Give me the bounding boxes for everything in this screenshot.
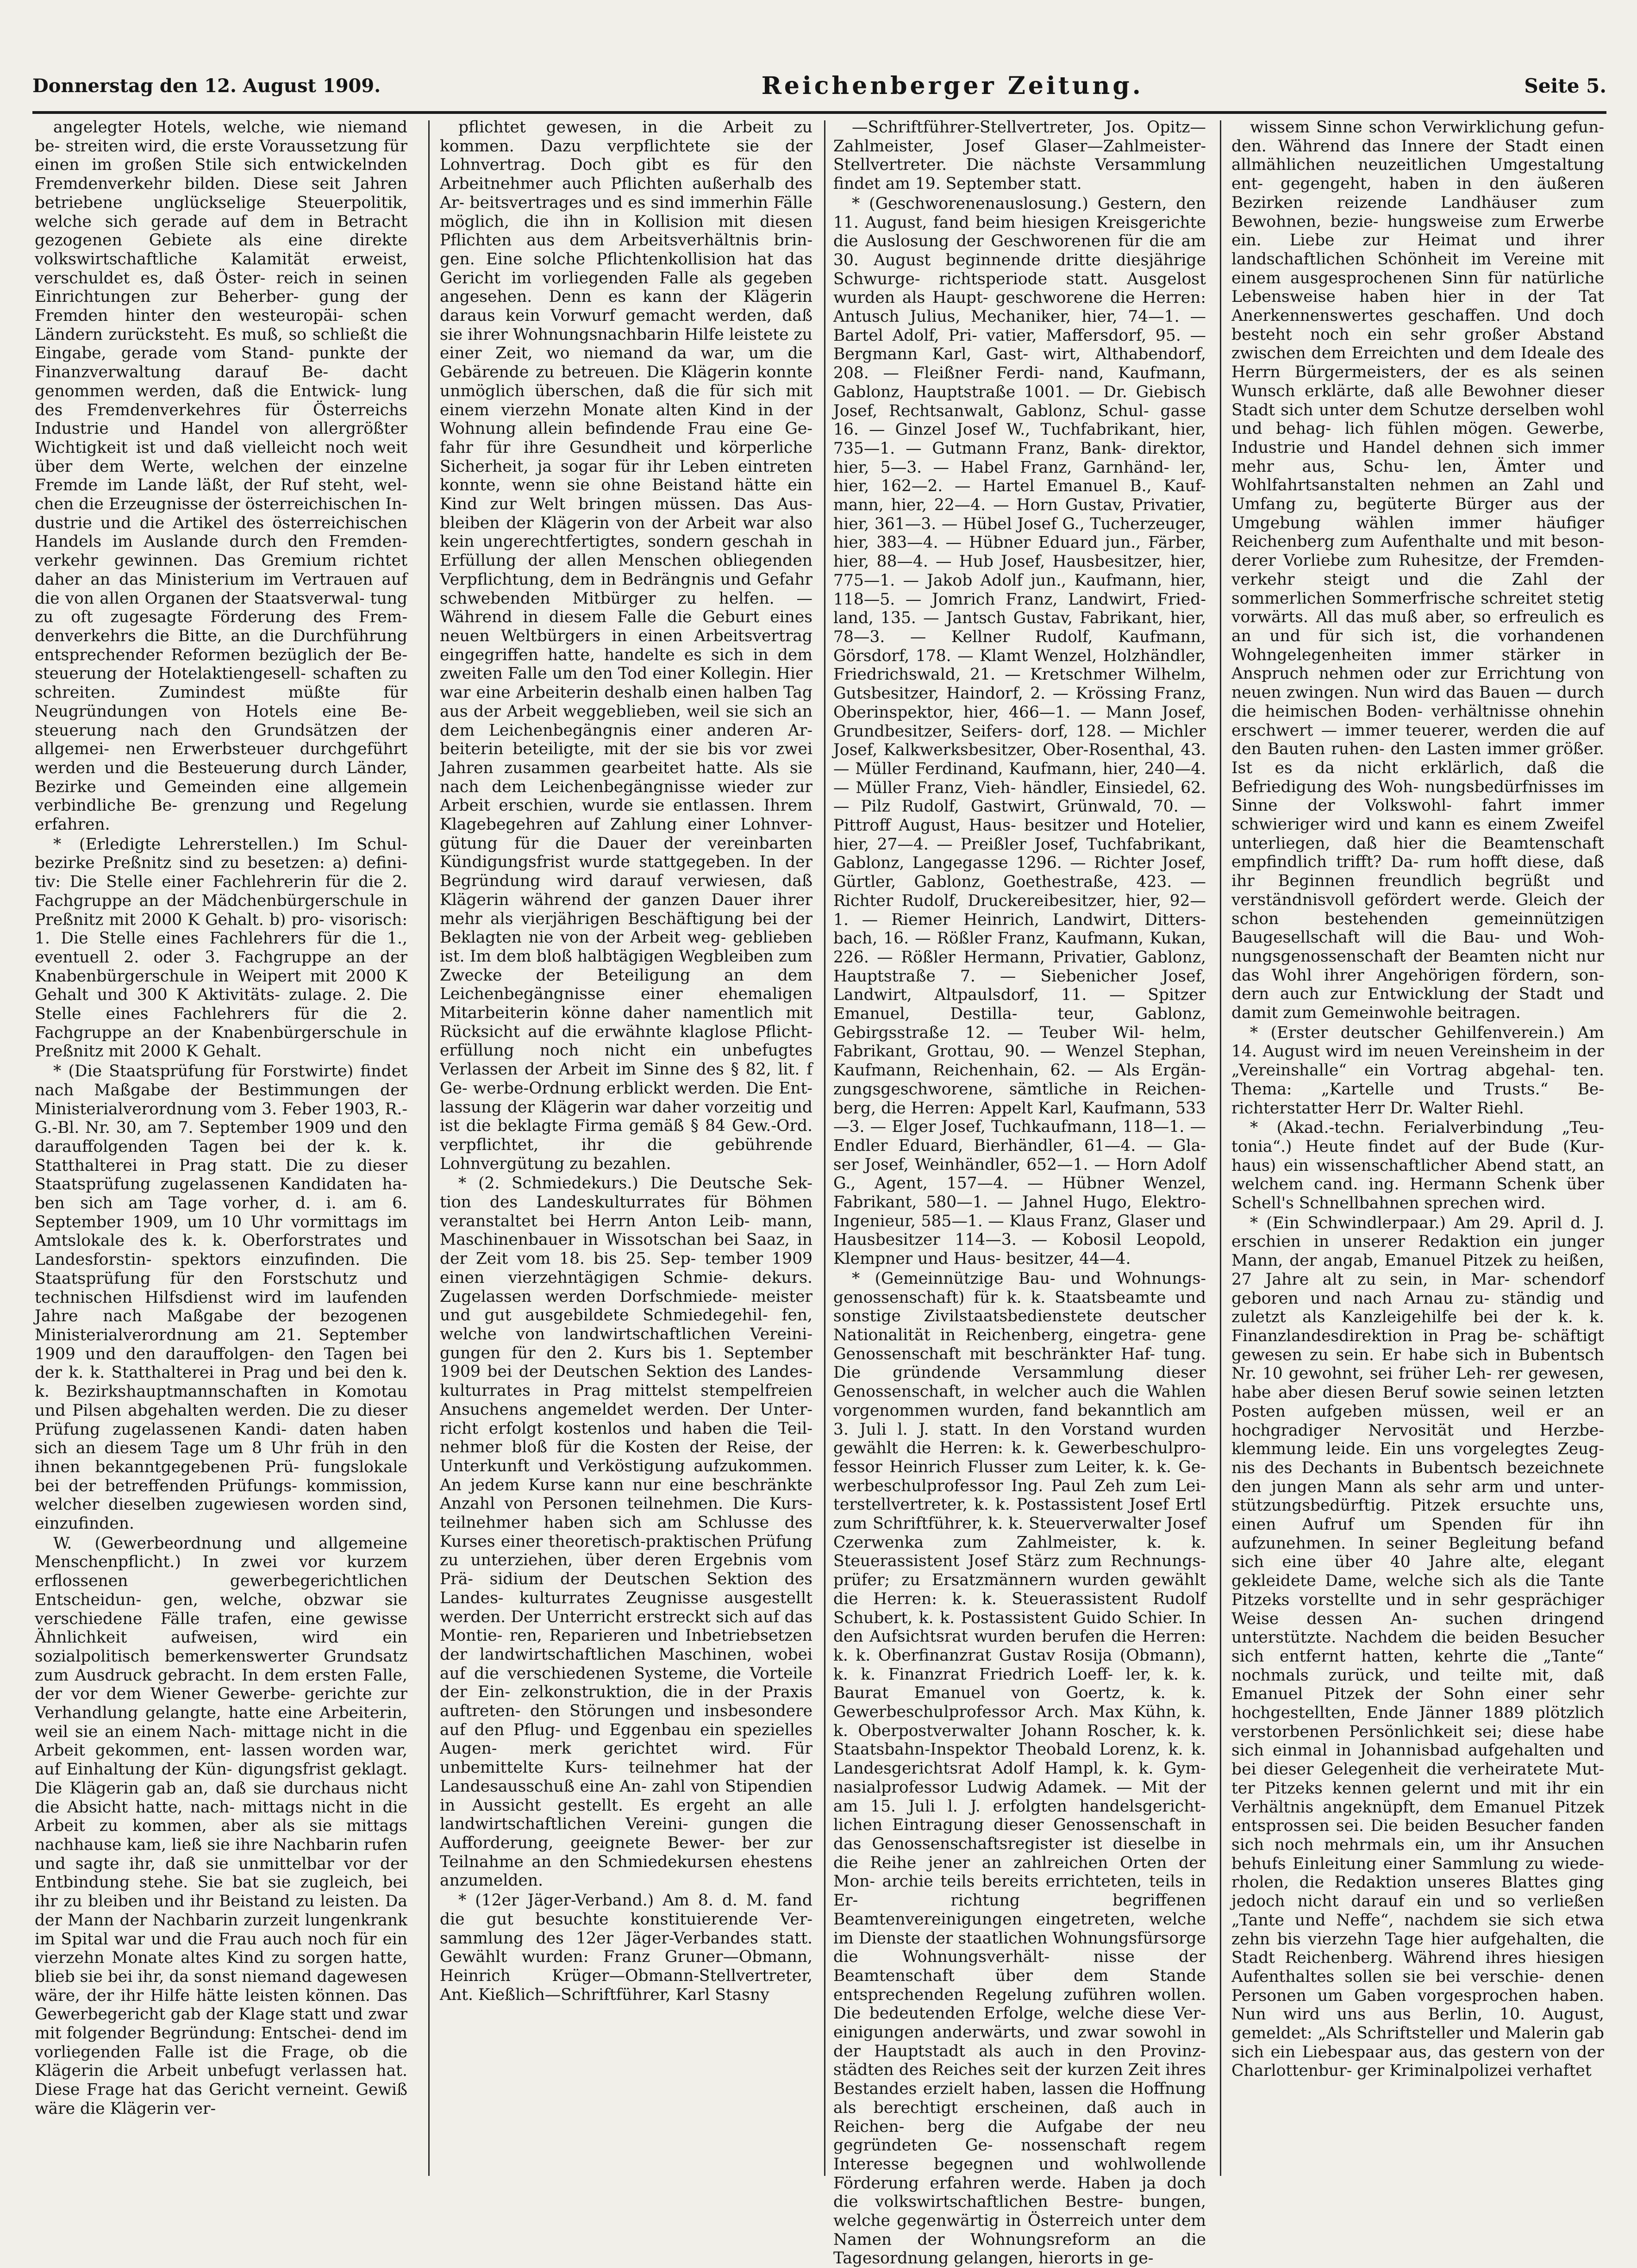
article-paragraph: * (12er Jäger-Verband.) Am 8. d. M. fand die gut besuchte konstituierende Ver- sammlung des 12er Jäger-Verbandes statt. Gewählt wurden: Franz Gruner—Obmann, Heinrich Krüger—Obmann-Stellvertreter, Ant. Kießlich—Schriftführer, Karl Stasny <box>440 1891 812 2004</box>
article-paragraph: pflichtet gewesen, in die Arbeit zu kommen. Dazu verpflichtete sie der Lohnvertrag. Doch gibt es für den Arbeitnehmer auch Pflichten außerhalb des Ar- beitsvertrages und es sind immerhin Fälle möglich, die ihn in Kollision mit diesen Pflichten aus dem Arbeitsverhältnis brin- gen. Eine solche Pflichtenkollision hat das Gericht im vorliegenden Falle als gegeben angesehen. Denn es kann der Klägerin daraus kein Vorwurf gemacht werden, daß sie ihrer Wohnungsnachbarin Hilfe leistete zu einer Zeit, wo niemand da war, um die Gebärende zu betreuen. Die Klägerin konnte unmöglich überschen, daß die für sich mit einem vierzehn Monate alten Kind in der Wohnung allein befindende Frau eine Ge- fahr für ihre Gesundheit und körperliche Sicherheit, ja sogar für ihr Leben eintreten konnte, wenn sie ohne Beistand hätte ein Kind zur Welt bringen müssen. Das Aus- bleiben der Klägerin von der Arbeit war also kein ungerechtfertigtes, sondern geschah in Erfüllung der allen Menschen obliegenden Verpflichtung, dem in Bedrängnis und Gefahr schwebenden Mitbürger zu helfen. — Während in diesem Falle die Geburt eines neuen Weltbürgers in einen Arbeitsvertrag eingegriffen hatte, handelte es sich in dem zweiten Falle um den Tod einer Kollegin. Hier war eine Arbeiterin deshalb einen halben Tag aus der Arbeit weggeblieben, weil sie sich an dem Leichenbegängnis einer anderen Ar- beiterin beteiligte, mit der sie bis vor zwei Jahren zusammen gearbeitet hatte. Als sie nach dem Leichenbegängnisse wieder zur Arbeit erschien, wurde sie entlassen. Ihrem Klagebegehren auf Zahlung einer Lohnver- gütung für die Dauer der vereinbarten Kündigungsfrist wurde stattgegeben. In der Begründung wird darauf verwiesen, daß Klägerin während der ganzen Dauer ihrer mehr als vierjährigen Beschäftigung bei der Beklagten nie von der Arbeit weg- geblieben ist. Im dem bloß halbtägigen Wegbleiben zum Zwecke der Beteiligung an dem Leichenbegängnisse einer ehemaligen Mitarbeiterin könne daher namentlich mit Rücksicht auf die erwähnte klaglose Pflicht- erfüllung noch nicht ein unbefugtes Verlassen der Arbeit im Sinne des § 82, lit. f Ge- werbe-Ordnung erblickt werden. Die Ent- lassung der Klägerin war daher vorzeitig und ist die beklagte Firma gemäß § 84 Gew.-Ord. verpflichtet, ihr die gebührende Lohnvergütung zu bezahlen. <box>440 118 812 1173</box>
article-paragraph: wissem Sinne schon Verwirklichung gefun- den. Während das Innere der Stadt einen allmählichen neuzeitlichen Umgestaltung ent- gegengeht, haben in den äußeren Bezirken reizende Landhäuser zum Bewohnen, bezie- hungsweise zum Erwerbe ein. Liebe zur Heimat und ihrer landschaftlichen Schönheit im Vereine mit einem ausgesprochenen Sinn für natürliche Lebensweise haben hier in der Tat Anerkennenswertes geschaffen. Und doch besteht noch ein sehr großer Abstand zwischen dem Erreichten und dem Ideale des Herrn Bürgermeisters, der es als seinen Wunsch erklärte, daß alle Bewohner dieser Stadt sich unter dem Schutze derselben wohl und behag- lich fühlen mögen. Gewerbe, Industrie und Handel dehnen sich immer mehr aus, Schu- len, Ämter und Wohlfahrtsanstalten nehmen an Zahl und Umfang zu, begüterte Bürger aus der Umgebung wählen immer häufiger Reichenberg zum Aufenthalte und mit beson- derer Vorliebe zum Ruhesitze, der Fremden- verkehr steigt und die Zahl der sommerlichen Sommerfrische schreitet stetig vorwärts. All das muß aber, so erfreulich es an und für sich ist, die vorhandenen Wohngelegenheiten immer stärker in Anspruch nehmen oder zur Errichtung von neuen zwingen. Nun wird das Bauen — durch die heimischen Boden- verhältnisse ohnehin erschwert — immer teuerer, werden die auf den Bauten ruhen- den Lasten immer größer. Ist es da nicht erklärlich, daß die Befriedigung des Woh- nungsbedürfnisses im Sinne der Volkswohl- fahrt immer schwieriger wird und kann es einem Zweifel unterliegen, daß hier die Beamtenschaft empfindlich trifft? Da- rum hofft diese, daß ihr Beginnen freundlich begrüßt und verständnisvoll gefördert werde. Gleich der schon bestehenden gemeinnützigen Baugesellschaft will die Bau- und Woh- nungsgenossenschaft der Beamten nicht nur das Wohl ihrer Angehörigen fördern, son- dern auch zur Entwicklung der Stadt und damit zum Gemeinwohle beitragen. <box>1231 118 1604 1023</box>
column-3 <box>833 118 1206 2268</box>
column-divider <box>428 120 430 2176</box>
article-paragraph: * (Die Staatsprüfung für Forstwirte) findet nach Maßgabe der Bestimmungen der Ministerialverordnung vom 3. Feber 1903, R.-G.-Bl. Nr. 30, am 7. September 1909 und den darauffolgenden Tagen bei der k. k. Statthalterei in Prag statt. Die zu dieser Staatsprüfung zugelassenen Kandidaten ha- ben sich am Tage vorher, d. i. am 6. September 1909, um 10 Uhr vormittags im Amtslokale des k. k. Oberforstrates und Landesforstin- spektors einzufinden. Die Staatsprüfung für den Forstschutz und technischen Hilfsdienst wird im laufenden Jahre nach Maßgabe der bezogenen Ministerialverordnung am 21. September 1909 und den darauffolgen- den Tagen bei der k. k. Statthalterei in Prag und bei den k. k. Bezirkshauptmannschaften in Komotau und Pilsen abgehalten werden. Die zu dieser Prüfung zugelassenen Kandi- daten haben sich an diesem Tage um 8 Uhr früh in den ihnen bekanntgegebenen Prü- fungslokale bei der betreffenden Prüfungs- kommission, welcher dieselben zugewiesen worden sind, einzufinden. <box>35 1062 407 1533</box>
column-2 <box>440 118 812 2187</box>
issue-date: Donnerstag den 12. August 1909. <box>32 75 381 97</box>
column-divider <box>824 120 825 2176</box>
page-number: Seite 5. <box>1524 74 1606 97</box>
article-paragraph: angelegter Hotels, welche, wie niemand be- streiten wird, die erste Voraussetzung für einen im großen Stile sich entwickelnden Fremdenverkehr bilden. Diese seit Jahren betriebene unglückselige Steuerpolitik, welche sich gerade auf dem in Betracht gezogenen Gebiete als eine direkte volkswirtschaftliche Kalamität erweist, verschuldet es, daß Öster- reich in seinen Einrichtungen zur Beherber- gung der Fremden hinter den westeuropäi- schen Ländern zurücksteht. Es muß, so schließt die Eingabe, gerade vom Stand- punkte der Finanzverwaltung darauf Be- dacht genommen werden, daß die Entwick- lung des Fremdenverkehres für Österreichs Industrie und Handel von allergrößter Wichtigkeit ist und daß vielleicht noch weit über dem Werte, welchen der einzelne Fremde im Lande läßt, der Ruf steht, wel- chen die Erzeugnisse der österreichischen In- dustrie und die Artikel des österreichischen Handels im Auslande durch den Fremden- verkehr gewinnen. Das Gremium richtet daher an das Ministerium im Vertrauen auf die von allen Organen der Staatsverwal- tung zu oft zugesagte Förderung des Frem- denverkehrs die Bitte, an die Durchführung entsprechender Reformen bezüglich der Be- steuerung der Hotelaktiengesell- schaften zu schreiten. Zumindest müßte für Neugründungen von Hotels eine Be- steuerung nach den Grundsätzen der allgemei- nen Erwerbsteuer durchgeführt werden und die Besteuerung durch Länder, Bezirke und Gemeinden eine allgemein verbindliche Be- grenzung und Regelung erfahren. <box>35 118 407 834</box>
page-header <box>32 60 1606 111</box>
article-paragraph: —Schriftführer-Stellvertreter, Jos. Opitz— Zahlmeister, Josef Glaser—Zahlmeister- Stellvertreter. Die nächste Versammlung findet am 19. September statt. <box>833 118 1206 194</box>
article-paragraph: * (Erledigte Lehrerstellen.) Im Schul- bezirke Preßnitz sind zu besetzen: a) defini- tiv: Die Stelle einer Fachlehrerin für die 2. Fachgruppe an der Mädchenbürgerschule in Preßnitz mit 2000 K Gehalt. b) pro- visorisch: 1. Die Stelle eines Fachlehrers für die 1., eventuell 2. oder 3. Fachgruppe an der Knabenbürgerschule in Weipert mit 2000 K Gehalt und 300 K Aktivitäts- zulage. 2. Die Stelle eines Fachlehrers für die 2. Fachgruppe an der Knabenbürgerschule in Preßnitz mit 2000 K Gehalt. <box>35 835 407 1061</box>
column-divider <box>1220 120 1221 2176</box>
article-paragraph: * (Ein Schwindlerpaar.) Am 29. April d. J. erschien in unserer Redaktion ein junger Mann, der angab, Emanuel Pitzek zu heißen, 27 Jahre alt zu sein, in Mar- schendorf geboren und nach Arnau zu- ständig und zuletzt als Kanzleigehilfe bei der k. k. Finanzlandesdirektion in Prag be- schäftigt gewesen zu sein. Er habe sich in Bubentsch Nr. 10 gewohnt, sei früher Leh- rer gewesen, habe aber diesen Beruf sowie seinen letzten Posten aufgeben müssen, weil er an hochgradiger Nervosität und Herzbe- klemmung leide. Ein uns vorgelegtes Zeug- nis des Dechants in Bubentsch bezeichnete den jungen Mann als sehr arm und unter- stützungsbedürftig. Pitzek ersuchte uns, einen Aufruf um Spenden für ihn aufzunehmen. In seiner Begleitung befand sich eine über 40 Jahre alte, elegant gekleidete Dame, welche sich als die Tante Pitzeks vorstellte und in sehr gesprächiger Weise dessen An- suchen dringend unterstützte. Nachdem die beiden Besucher sich entfernt hatten, kehrte die „Tante“ nochmals zurück, und teilte mit, daß Emanuel Pitzek der Sohn einer sehr hochgestellten, Ende Jänner 1889 plötzlich verstorbenen Persönlichkeit sei; diese habe sich einmal in Johannisbad aufgehalten und bei dieser Gelegenheit die verheiratete Mut- ter Pitzeks kennen gelernt und mit ihr ein Verhältnis angeknüpft, dem Emanuel Pitzek entsprossen sei. Die beiden Besucher fanden sich noch mehrmals ein, um ihr Ansuchen behufs Einleitung einer Sammlung zu wiede- rholen, die Redaktion unseres Blattes ging jedoch nicht darauf ein und so verließen „Tante und Neffe“, nachdem sie sich etwa zehn bis vierzehn Tage hier aufgehalten, die Stadt Reichenberg. Während ihres hiesigen Aufenthaltes sollen sie bei verschie- denen Personen um Gaben vorgesprochen haben. Nun wird uns aus Berlin, 10. August, gemeldet: „Als Schriftsteller und Malerin gab sich ein Liebespaar aus, das gestern von der Charlottenbur- ger Kriminalpolizei verhaftet <box>1231 1213 1604 2081</box>
column-1 <box>35 118 407 2187</box>
header-rule <box>32 111 1606 114</box>
article-paragraph: W. (Gewerbeordnung und allgemeine Menschenpflicht.) In zwei vor kurzem erflossenen gewerbegerichtlichen Entscheidun- gen, welche, obzwar sie verschiedene Fälle trafen, eine gewisse Ähnlichkeit aufweisen, wird ein sozialpolitisch bemerkenswerter Grundsatz zum Ausdruck gebracht. In dem ersten Falle, der vor dem Wiener Gewerbe- gerichte zur Verhandlung gelangte, hatte eine Arbeiterin, weil sie an einem Nach- mittage nicht in die Arbeit gekommen, ent- lassen worden war, auf Einhaltung der Kün- digungsfrist geklagt. Die Klägerin gab an, daß sie durchaus nicht die Absicht hatte, nach- mittags nicht in die Arbeit zu kommen, aber als sie mittags nachhause kam, ließ sie ihre Nachbarin rufen und sagte ihr, daß sie unmittelbar vor der Entbindung stehe. Sie bat sie zugleich, bei ihr zu bleiben und ihr Beistand zu leisten. Da der Mann der Nachbarin zurzeit lungenkrank im Spital war und die Frau auch noch für ein vierzehn Monate altes Kind zu sorgen hatte, blieb sie bei ihr, da sonst niemand dagewesen wäre, der ihr Hilfe hätte leisten können. Das Gewerbegericht gab der Klage statt und zwar mit folgender Begründung: Entschei- dend im vorliegenden Falle ist die Frage, ob die Klägerin die Arbeit unbefugt verlassen hat. Diese Frage hat das Gericht verneint. Gewiß wäre die Klägerin ver- <box>35 1534 407 2118</box>
masthead-title: Reichenberger Zeitung. <box>761 71 1143 100</box>
article-paragraph: * (Erster deutscher Gehilfenverein.) Am 14. August wird im neuen Vereinsheim in der „Vereinshalle“ ein Vortrag abgehal- ten. Thema: „Kartelle und Trusts.“ Be- richterstatter Herr Dr. Walter Riehl. <box>1231 1023 1604 1118</box>
article-paragraph: * (Gemeinnützige Bau- und Wohnungs- genossenschaft) für k. k. Staatsbeamte und sonstige Zivilstaatsbedienstete deutscher Nationalität in Reichenberg, eingetra- gene Genossenschaft mit beschränkter Haf- tung. Die gründende Versammlung dieser Genossenschaft, in welcher auch die Wahlen vorgenommen wurden, fand bekanntlich am 3. Juli l. J. statt. In den Vorstand wurden gewählt die Herren: k. k. Gewerbeschulpro- fessor Heinrich Flusser zum Leiter, k. k. Ge- werbeschulprofessor Ing. Paul Zeh zum Lei- terstellvertreter, k. k. Postassistent Josef Ertl zum Schriftführer, k. k. Steuerverwalter Josef Czerwenka zum Zahlmeister, k. k. Steuerassistent Josef Stärz zum Rechnungs- prüfer; zu Ersatzmännern wurden gewählt die Herren: k. k. Steuerassistent Rudolf Schubert, k. k. Postassistent Guido Schier. In den Aufsichtsrat wurden berufen die Herren: k. k. Oberfinanzrat Gustav Rosija (Obmann), k. k. Finanzrat Friedrich Loeff- ler, k. k. Baurat Emanuel von Goertz, k. k. Gewerbeschulprofessor Arch. Max Kühn, k. k. Oberpostverwalter Johann Roscher, k. k. Staatsbahn-Inspektor Theobald Lorenz, k. k. Landesgerichtsrat Adolf Hampl, k. k. Gym- nasialprofessor Ludwig Adamek. — Mit der am 15. Juli l. J. erfolgten handelsgericht- lichen Eintragung dieser Genossenschaft in das Genossenschaftsregister ist dieselbe in die Reihe jener an zahlreichen Orten der Mon- archie teils bereits errichteten, teils in Er- richtung begriffenen Beamtenvereinigungen eingetreten, welche im Dienste der staatlichen Wohnungsfürsorge die Wohnungsverhält- nisse der Beamtenschaft über dem Stande entsprechenden Regelung zuführen wollen. Die bedeutenden Erfolge, welche diese Ver- einigungen anderwärts, und zwar sowohl in der Hauptstadt als auch in den Provinz- städten des Reiches seit der kurzen Zeit ihres Bestandes erzielt haben, lassen die Hoffnung als berechtigt erscheinen, daß auch in Reichen- berg die Aufgabe der neu gegründeten Ge- nossenschaft regem Interesse begegnen und wohlwollende Förderung erfahren werde. Haben ja doch die volkswirtschaftlichen Bestre- bungen, welche gegenwärtig in Österreich unter dem Namen der Wohnungsreform an die Tagesordnung gelangen, hierorts in ge- <box>833 1269 1206 2268</box>
article-paragraph: * (Akad.-techn. Ferialverbindung „Teu- tonia“.) Heute findet auf der Bude (Kur- haus) ein wissenschaftlicher Abend statt, an welchem cand. ing. Hermann Schenk über Schell's Schnellbahnen sprechen wird. <box>1231 1118 1604 1213</box>
column-4 <box>1231 118 1604 2187</box>
article-paragraph: * (2. Schmiedekurs.) Die Deutsche Sek- tion des Landeskulturrates für Böhmen veranstaltet bei Herrn Anton Leib- mann, Maschinenbauer in Wissotschan bei Saaz, in der Zeit vom 18. bis 25. Sep- tember 1909 einen vierzehntägigen Schmie- dekurs. Zugelassen werden Dorfschmiede- meister und gut ausgebildete Schmiedegehil- fen, welche von landwirtschaftlichen Vereini- gungen für den 2. Kurs bis 1. September 1909 bei der Deutschen Sektion des Landes- kulturrates in Prag mittelst stempelfreien Ansuchens angemeldet werden. Der Unter- richt erfolgt kostenlos und haben die Teil- nehmer bloß für die Kosten der Reise, der Unterkunft und Verköstigung aufzukommen. An jedem Kurse kann nur eine beschränkte Anzahl von Personen teilnehmen. Die Kurs- teilnehmer haben sich am Schlusse des Kurses einer theoretisch-praktischen Prüfung zu unterziehen, über deren Ergebnis vom Prä- sidium der Deutschen Sektion des Landes- kulturrates Zeugnisse ausgestellt werden. Der Unterricht erstreckt sich auf das Montie- ren, Reparieren und Inbetriebsetzen der landwirtschaftlichen Maschinen, wobei auf die verschiedenen Systeme, die Vorteile der Ein- zelkonstruktion, die in der Praxis auftreten- den Störungen und insbesondere auf den Pflug- und Eggenbau ein spezielles Augen- merk gerichtet wird. Für unbemittelte Kurs- teilnehmer hat der Landesausschuß eine An- zahl von Stipendien in Aussicht gestellt. Es ergeht an alle landwirtschaftlichen Vereini- gungen die Aufforderung, geeignete Bewer- ber zur Teilnahme an den Schmiedekursen ehestens anzumelden. <box>440 1174 812 1890</box>
article-paragraph: * (Geschworenenauslosung.) Gestern, den 11. August, fand beim hiesigen Kreisgerichte die Auslosung der Geschworenen für die am 30. August beginnende dritte diesjährige Schwurge- richtsperiode statt. Ausgelost wurden als Haupt- geschworene die Herren: Antusch Julius, Mechaniker, hier, 74—1. — Bartel Adolf, Pri- vatier, Maffersdorf, 95. — Bergmann Karl, Gast- wirt, Althabendorf, 208. — Fleißner Ferdi- nand, Kaufmann, Gablonz, Hauptstraße 1001. — Dr. Giebisch Josef, Rechtsanwalt, Gablonz, Schul- gasse 16. — Ginzel Josef W., Tuchfabrikant, hier, 735—1. — Gutmann Franz, Bank- direktor, hier, 5—3. — Habel Franz, Garnhänd- ler, hier, 162—2. — Hartel Emanuel B., Kauf- mann, hier, 22—4. — Horn Gustav, Privatier, hier, 361—3. — Hübel Josef G., Tucherzeuger, hier, 383—4. — Hübner Eduard jun., Färber, hier, 88—4. — Hub Josef, Hausbesitzer, hier, 775—1. — Jakob Adolf jun., Kaufmann, hier, 118—5. — Jomrich Franz, Landwirt, Fried- land, 135. — Jantsch Gustav, Fabrikant, hier, 78—3. — Kellner Rudolf, Kaufmann, Görsdorf, 178. — Klamt Wenzel, Holzhändler, Friedrichswald, 21. — Kretschmer Wilhelm, Gutsbesitzer, Haindorf, 2. — Krössing Franz, Oberinspektor, hier, 466—1. — Mann Josef, Grundbesitzer, Seifers- dorf, 128. — Michler Josef, Kalkwerksbesitzer, Ober-Rosenthal, 43. — Müller Ferdinand, Kaufmann, hier, 240—4. — Müller Franz, Vieh- händler, Einsiedel, 62. — Pilz Rudolf, Gastwirt, Grünwald, 70. — Pittroff August, Haus- besitzer und Hotelier, hier, 27—4. — Preißler Josef, Tuchfabrikant, Gablonz, Langegasse 1296. — Richter Josef, Gürtler, Gablonz, Goethestraße, 423. — Richter Rudolf, Druckereibesitzer, hier, 92—1. — Riemer Heinrich, Landwirt, Ditters- bach, 16. — Rößler Franz, Kaufmann, Kukan, 226. — Rößler Hermann, Privatier, Gablonz, Hauptstraße 7. — Siebenicher Josef, Landwirt, Altpaulsdorf, 11. — Spitzer Emanuel, Destilla- teur, Gablonz, Gebirgsstraße 12. — Teuber Wil- helm, Fabrikant, Grottau, 90. — Wenzel Stephan, Kaufmann, Reichenhain, 62. — Als Ergän- zungsgeschworene, sämtliche in Reichen- berg, die Herren: Appelt Karl, Kaufmann, 533—3. — Elger Josef, Tuchkaufmann, 118—1. — Endler Eduard, Bierhändler, 61—4. — Gla- ser Josef, Weinhändler, 652—1. — Horn Adolf G., Agent, 157—4. — Hübner Wenzel, Fabrikant, 580—1. — Jahnel Hugo, Elektro-Ingenieur, 585—1. — Klaus Franz, Glaser und Hausbesitzer 114—3. — Kobosil Leopold, Klempner und Haus- besitzer, 44—4. <box>833 194 1206 1268</box>
